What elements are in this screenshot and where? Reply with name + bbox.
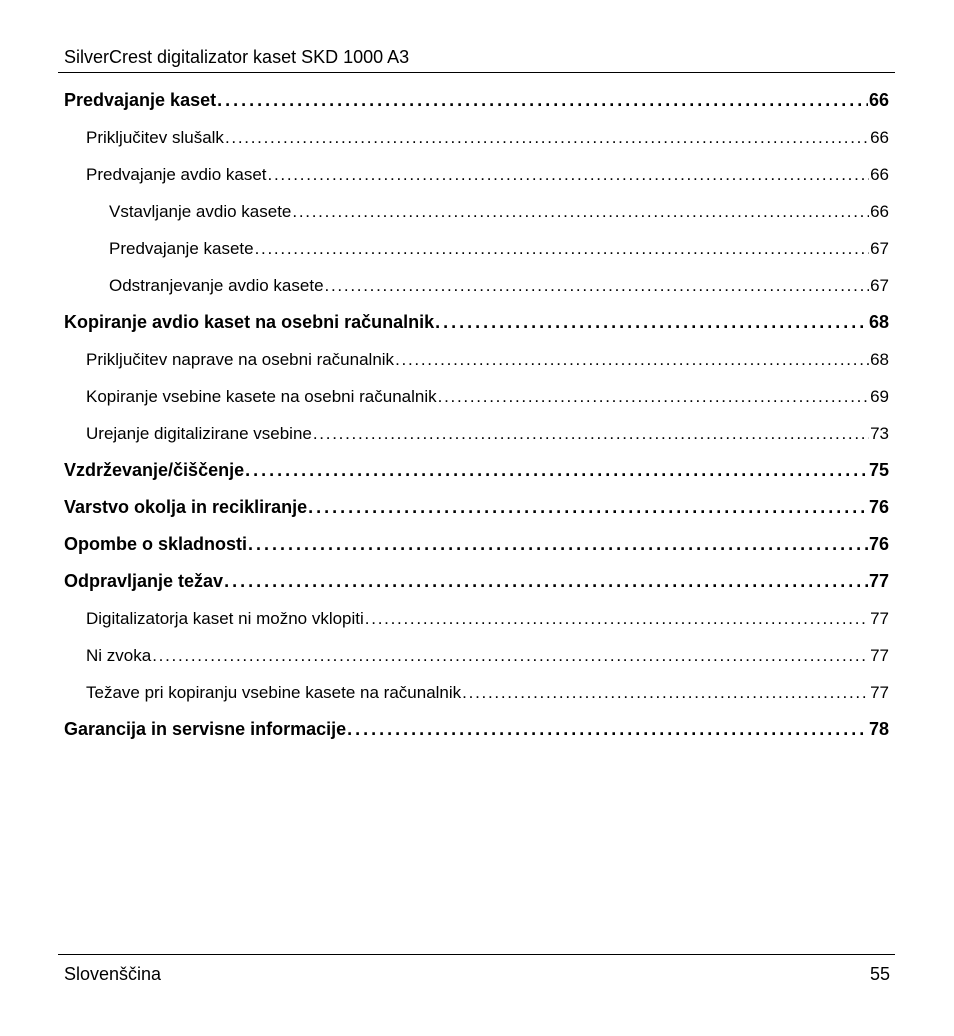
toc-entry-title: Garancija in servisne informacije [64,719,347,739]
toc-entry[interactable] [64,672,889,709]
document-title: SilverCrest digitalizator kaset SKD 1000 A3 [64,47,410,67]
page-number: 55 [869,964,890,984]
toc-dot-leader [224,570,868,592]
toc-entry-title: Težave pri kopiranju vsebine kasete na računalnik [86,683,462,702]
toc-entry-page: 77 [870,646,889,665]
toc-entry[interactable] [64,561,889,598]
toc-dot-leader [152,645,869,666]
toc-entry-page: 77 [870,683,889,702]
toc-entry-page: 76 [868,534,889,554]
toc-dot-leader [217,89,868,111]
footer-divider [58,954,895,955]
toc-entry-title: Opombe o skladnosti [64,534,248,554]
toc-dot-leader [325,275,870,296]
toc-entry-page: 73 [870,424,889,443]
toc-entry-title: Kopiranje avdio kaset na osebni računalnik [64,312,435,332]
toc-dot-leader [435,311,868,333]
toc-dot-leader [268,164,870,185]
toc-dot-leader [245,459,868,481]
toc-entry-page: 67 [870,239,889,258]
toc-entry-page: 68 [870,350,889,369]
toc-dot-leader [365,608,869,629]
toc-entry-title: Odpravljanje težav [64,571,224,591]
toc-entry[interactable] [64,709,889,746]
table-of-contents [64,80,889,746]
toc-entry-title: Predvajanje kaset [64,90,217,110]
toc-entry-page: 77 [868,571,889,591]
toc-dot-leader [255,238,869,259]
toc-dot-leader [313,423,869,444]
toc-dot-leader [347,718,868,740]
toc-entry[interactable] [64,598,889,635]
toc-entry-title: Ni zvoka [86,646,152,665]
toc-entry[interactable] [64,302,889,339]
header-divider [58,72,895,73]
toc-entry[interactable] [64,450,889,487]
toc-dot-leader [308,496,868,518]
toc-entry[interactable] [64,154,889,191]
toc-entry-page: 78 [868,719,889,739]
toc-entry-page: 77 [870,609,889,628]
toc-entry-title: Kopiranje vsebine kasete na osebni računalnik [86,387,437,406]
toc-entry[interactable] [64,191,889,228]
toc-entry-page: 66 [870,165,889,184]
toc-dot-leader [462,682,869,703]
toc-entry-page: 67 [870,276,889,295]
toc-entry[interactable] [64,635,889,672]
toc-entry[interactable] [64,80,889,117]
toc-entry-page: 66 [870,202,889,221]
toc-entry[interactable] [64,228,889,265]
toc-entry[interactable] [64,376,889,413]
toc-entry-title: Predvajanje kasete [109,239,254,258]
toc-entry[interactable] [64,524,889,561]
toc-entry-title: Priključitev naprave na osebni računalnik [86,350,395,369]
toc-entry[interactable] [64,413,889,450]
toc-entry-title: Vstavljanje avdio kasete [109,202,292,221]
toc-entry[interactable] [64,117,889,154]
toc-entry-title: Urejanje digitalizirane vsebine [86,424,312,443]
toc-entry-page: 69 [870,387,889,406]
toc-entry-page: 75 [868,460,889,480]
toc-dot-leader [225,127,869,148]
toc-entry-title: Priključitev slušalk [86,128,224,147]
toc-entry-title: Vzdrževanje/čiščenje [64,460,245,480]
toc-entry-page: 66 [870,128,889,147]
toc-dot-leader [438,386,869,407]
toc-entry-title: Digitalizatorja kaset ni možno vklopiti [86,609,364,628]
toc-entry-page: 66 [868,90,889,110]
toc-entry-page: 76 [868,497,889,517]
toc-entry-page: 68 [868,312,889,332]
toc-dot-leader [395,349,869,370]
toc-entry[interactable] [64,265,889,302]
toc-entry-title: Varstvo okolja in recikliranje [64,497,308,517]
toc-dot-leader [292,201,869,222]
footer-language: Slovenščina [64,964,162,984]
toc-entry-title: Odstranjevanje avdio kasete [109,276,324,295]
toc-entry-title: Predvajanje avdio kaset [86,165,267,184]
toc-entry[interactable] [64,339,889,376]
toc-entry[interactable] [64,487,889,524]
toc-dot-leader [248,533,868,555]
